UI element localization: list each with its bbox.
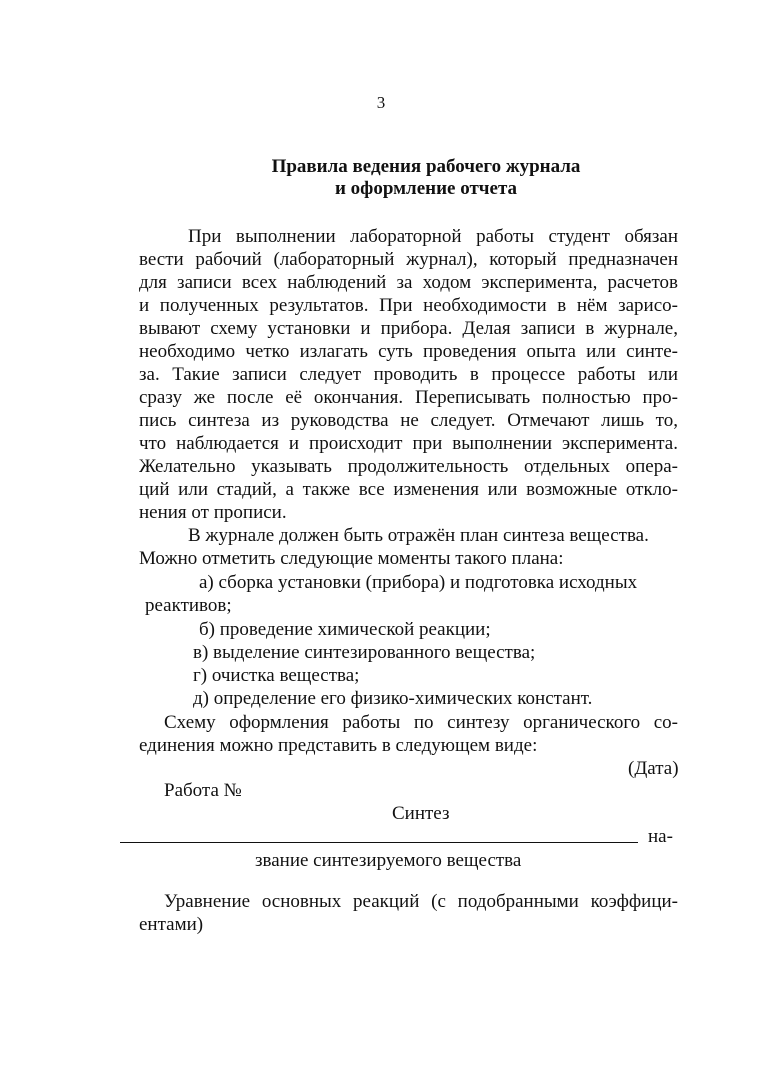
list-item-a-line-2: реактивов; — [145, 595, 232, 616]
para2-line-2: Можно отметить следующие моменты такого плана: — [139, 548, 564, 569]
list-item-a-line-1: а) сборка установки (прибора) и подготовка исходных — [199, 572, 638, 593]
para1-line-1: При выполнении лабораторной работы студент обязан — [188, 226, 678, 247]
para1-line-10: что наблюдается и происходит при выполнении эксперимента. — [139, 433, 678, 454]
para1-line-3: для записи всех наблюдений за ходом эксперимента, расчетов — [139, 272, 678, 293]
date-label: (Дата) — [628, 758, 679, 779]
synthesis-label: Синтез — [392, 803, 450, 824]
para1-line-4: и полученных результатов. При необходимости в нём зарисо- — [139, 295, 678, 316]
scheme-line-2: единения можно представить в следующем виде: — [139, 735, 538, 756]
equation-line-1: Уравнение основных реакций (с подобранными коэффици- — [164, 891, 678, 912]
substance-name-part-1: на- — [648, 826, 673, 847]
list-item-g: г) очистка вещества; — [193, 665, 360, 686]
blank-rule-line — [120, 842, 638, 843]
para1-line-12: ций или стадий, а также все изменения или возможные откло- — [139, 479, 678, 500]
para1-line-13: нения от прописи. — [139, 502, 287, 523]
para1-line-6: необходимо четко излагать суть проведения опыта или синте- — [139, 341, 678, 362]
list-item-b: б) проведение химической реакции; — [199, 619, 491, 640]
para1-line-9: пись синтеза из руководства не следует. Отмечают лишь то, — [139, 410, 678, 431]
para2-line-1: В журнале должен быть отражён план синтеза вещества. — [188, 525, 649, 546]
page-number: 3 — [376, 93, 386, 112]
para1-line-8: сразу же после её окончания. Переписывать полностью про- — [139, 387, 678, 408]
work-number-label: Работа № — [164, 780, 242, 801]
page-title-line-2: и оформление отчета — [334, 178, 518, 199]
page-title-line-1: Правила ведения рабочего журнала — [271, 156, 581, 177]
para1-line-7: за. Такие записи следует проводить в процессе работы или — [139, 364, 678, 385]
list-item-d: д) определение его физико-химических констант. — [193, 688, 593, 709]
list-item-v: в) выделение синтезированного вещества; — [193, 642, 536, 663]
para1-line-2: вести рабочий (лабораторный журнал), который предназначен — [139, 249, 678, 270]
equation-line-2: ентами) — [139, 914, 204, 935]
substance-name-part-2: звание синтезируемого вещества — [255, 850, 522, 871]
para1-line-11: Желательно указывать продолжительность отдельных опера- — [139, 456, 678, 477]
para1-line-5: вывают схему установки и прибора. Делая записи в журнале, — [139, 318, 678, 339]
scheme-line-1: Схему оформления работы по синтезу органического со- — [164, 712, 678, 733]
